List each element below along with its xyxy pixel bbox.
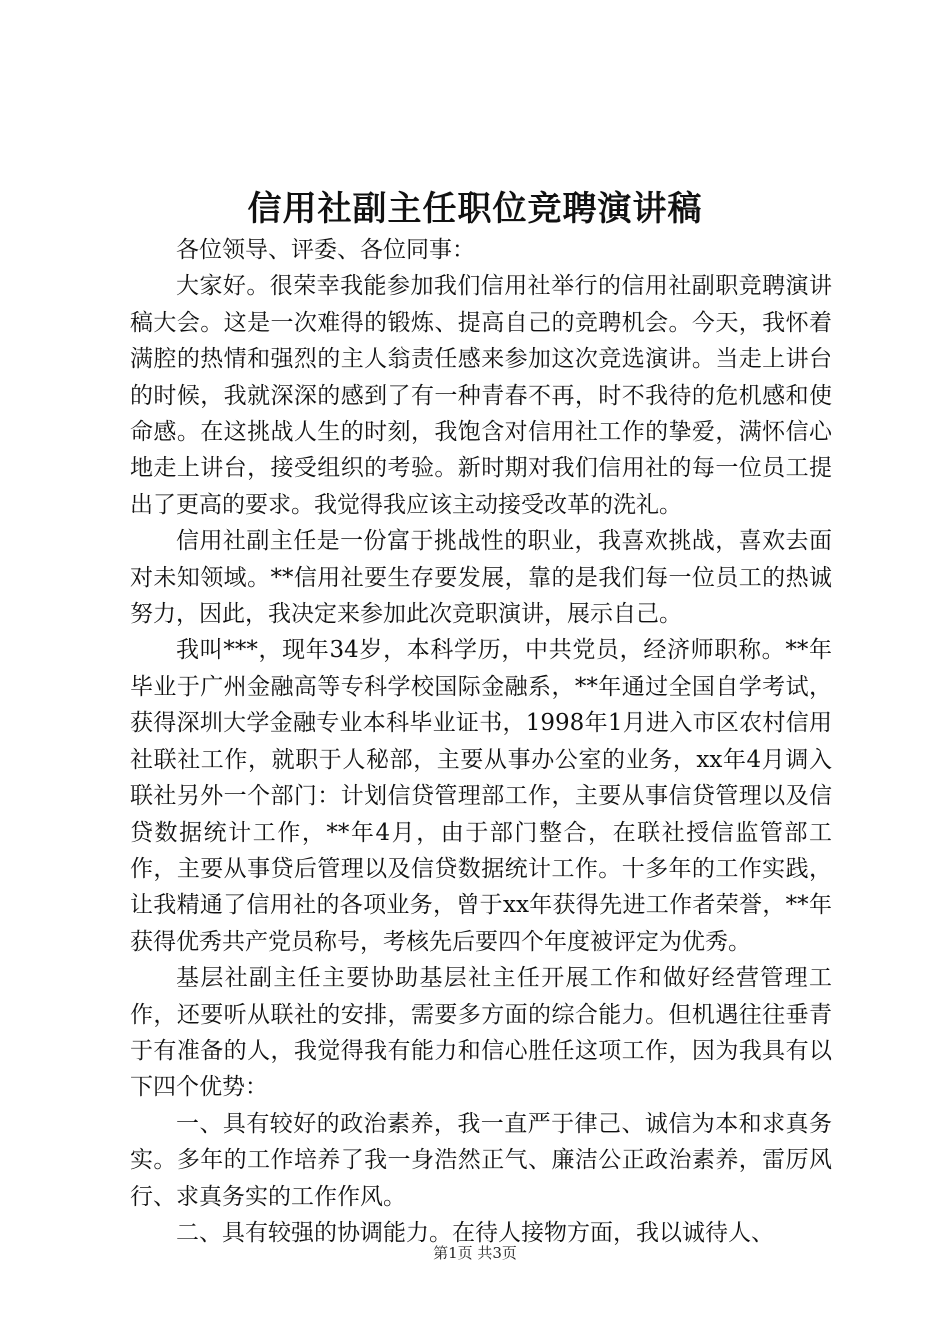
document-title: 信用社副主任职位竞聘演讲稿	[247, 189, 703, 229]
paragraph-greeting: 大家好。很荣幸我能参加我们信用社举行的信用社副职竞聘演讲稿大会。这是一次难得的锻炼、提高自己的竞聘机会。今天，我怀着满腔的热情和强烈的主人翁责任感来参加这次竞选演讲。当走上讲台的时候，我就深深的感到了有一种青春不再，时不我待的危机感和使命感。在这挑战人生的时刻，我饱含对信用社工作的挚爱，满怀信心地走上讲台，接受组织的考验。新时期对我们信用社的每一位员工提出了更高的要求。我觉得我应该主动接受改革的洗礼。	[130, 273, 832, 518]
page-footer: 第1页 共3页	[433, 1244, 517, 1262]
paragraph-motivation: 信用社副主任是一份富于挑战性的职业，我喜欢挑战，喜欢去面对未知领域。**信用社要生存要发展，靠的是我们每一位员工的热诚努力，因此，我决定来参加此次竞职演讲，展示自己。	[130, 528, 832, 628]
paragraph-salutation: 各位领导、评委、各位同事：	[176, 237, 475, 263]
paragraph-advantage-one: 一、具有较好的政治素养，我一直严于律己、诚信为本和求真务实。多年的工作培养了我一身浩然正气、廉洁公正政治素养，雷厉风行、求真务实的工作作风。	[130, 1110, 832, 1210]
paragraph-role-description: 基层社副主任主要协助基层社主任开展工作和做好经营管理工作，还要听从联社的安排，需要多方面的综合能力。但机遇往往垂青于有准备的人，我觉得我有能力和信心胜任这项工作，因为我具有以下四个优势：	[130, 965, 832, 1101]
paragraph-advantage-two: 二、具有较强的协调能力。在待人接物方面，我以诚待人、	[176, 1219, 774, 1246]
paragraph-background: 我叫***，现年34岁，本科学历，中共党员，经济师职称。**年毕业于广州金融高等专科学校国际金融系，**年通过全国自学考试，获得深圳大学金融专业本科毕业证书，1998年1月进入市区农村信用社联社工作，就职于人秘部，主要从事办公室的业务，xx年4月调入联社另外一个部门：计划信贷管理部工作，主要从事信贷管理以及信贷数据统计工作，**年4月，由于部门整合，在联社授信监管部工作，主要从事贷后管理以及信贷数据统计工作。十多年的工作实践，让我精通了信用社的各项业务，曾于xx年获得先进工作者荣誉，**年获得优秀共产党员称号，考核先后要四个年度被评定为优秀。	[130, 637, 832, 955]
document-body	[130, 232, 832, 1251]
